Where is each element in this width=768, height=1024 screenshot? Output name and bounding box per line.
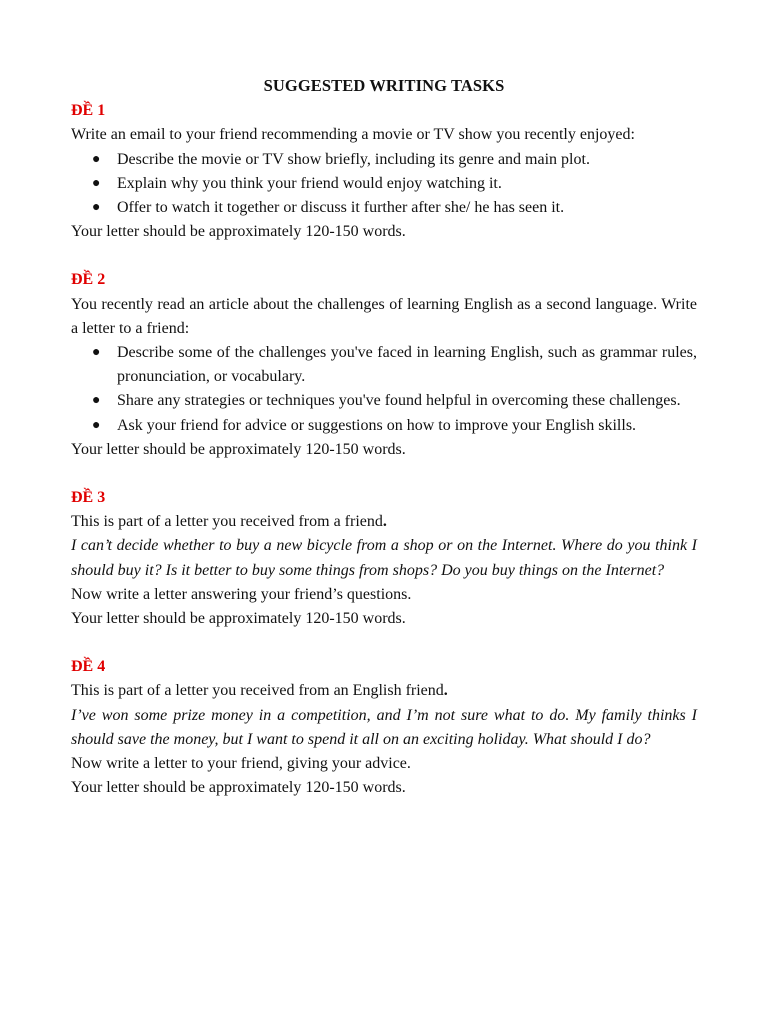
bullet-icon: ● bbox=[92, 345, 101, 361]
bullet-icon: ● bbox=[92, 151, 101, 167]
task-2 bbox=[71, 268, 697, 462]
list-item-text: Ask your friend for advice or suggestions on how to improve your English skills. bbox=[117, 416, 637, 434]
bullet-icon: ● bbox=[92, 200, 101, 216]
task-heading: ĐỀ 2 bbox=[71, 271, 106, 289]
task-quote: I can’t decide whether to buy a new bicycle from a shop or on the Internet. Where do you think I should buy it? Is it better to buy some things from shops? Do you buy things on the Internet? bbox=[71, 537, 697, 579]
task-intro: Write an email to your friend recommending a movie or TV show you recently enjoyed: bbox=[71, 126, 635, 144]
task-heading: ĐỀ 3 bbox=[71, 489, 106, 507]
task-1 bbox=[71, 99, 697, 244]
bullet-icon: ● bbox=[92, 417, 101, 433]
list-item-text: Share any strategies or techniques you've found helpful in overcoming these challenges. bbox=[117, 392, 681, 410]
bullet-icon: ● bbox=[92, 175, 101, 191]
task-4 bbox=[71, 655, 697, 800]
task-heading: ĐỀ 4 bbox=[71, 658, 106, 676]
task-intro bbox=[71, 510, 697, 534]
task-intro-period: . bbox=[443, 682, 448, 700]
task-intro bbox=[71, 679, 697, 703]
task-intro-text: This is part of a letter you received from a friend bbox=[71, 513, 383, 531]
task-heading: ĐỀ 1 bbox=[71, 102, 106, 120]
task-closing: Your letter should be approximately 120-150 words. bbox=[71, 779, 406, 797]
list-item bbox=[71, 148, 697, 172]
list-item bbox=[71, 341, 697, 389]
list-item bbox=[71, 414, 697, 438]
task-3 bbox=[71, 486, 697, 631]
task-instruction: Now write a letter to your friend, giving your advice. bbox=[71, 755, 411, 773]
list-item bbox=[71, 389, 697, 413]
task-instruction: Now write a letter answering your friend’s questions. bbox=[71, 585, 412, 603]
task-intro: You recently read an article about the challenges of learning English as a second language. Write a letter to a friend: bbox=[71, 295, 697, 337]
list-item-text: Describe the movie or TV show briefly, including its genre and main plot. bbox=[117, 150, 590, 168]
task-intro-period: . bbox=[382, 513, 387, 531]
list-item-text: Explain why you think your friend would enjoy watching it. bbox=[117, 174, 502, 192]
list-item-text: Describe some of the challenges you've faced in learning English, such as grammar rules, pronunciation, or vocabulary. bbox=[117, 344, 697, 386]
list-item-text: Offer to watch it together or discuss it further after she/ he has seen it. bbox=[117, 199, 565, 217]
list-item bbox=[71, 172, 697, 196]
task-intro-text: This is part of a letter you received from an English friend bbox=[71, 682, 444, 700]
list-item bbox=[71, 196, 697, 220]
task-quote: I’ve won some prize money in a competition, and I’m not sure what to do. My family thinks I should save the money, but I want to spend it all on an exciting holiday. What should I do? bbox=[71, 706, 697, 748]
task-closing: Your letter should be approximately 120-150 words. bbox=[71, 610, 406, 628]
page-title: SUGGESTED WRITING TASKS bbox=[263, 76, 505, 95]
task-closing: Your letter should be approximately 120-150 words. bbox=[71, 440, 406, 458]
bullet-icon: ● bbox=[92, 393, 101, 409]
task-bullet-list bbox=[71, 341, 697, 438]
task-closing: Your letter should be approximately 120-150 words. bbox=[71, 223, 406, 241]
task-bullet-list bbox=[71, 148, 697, 221]
